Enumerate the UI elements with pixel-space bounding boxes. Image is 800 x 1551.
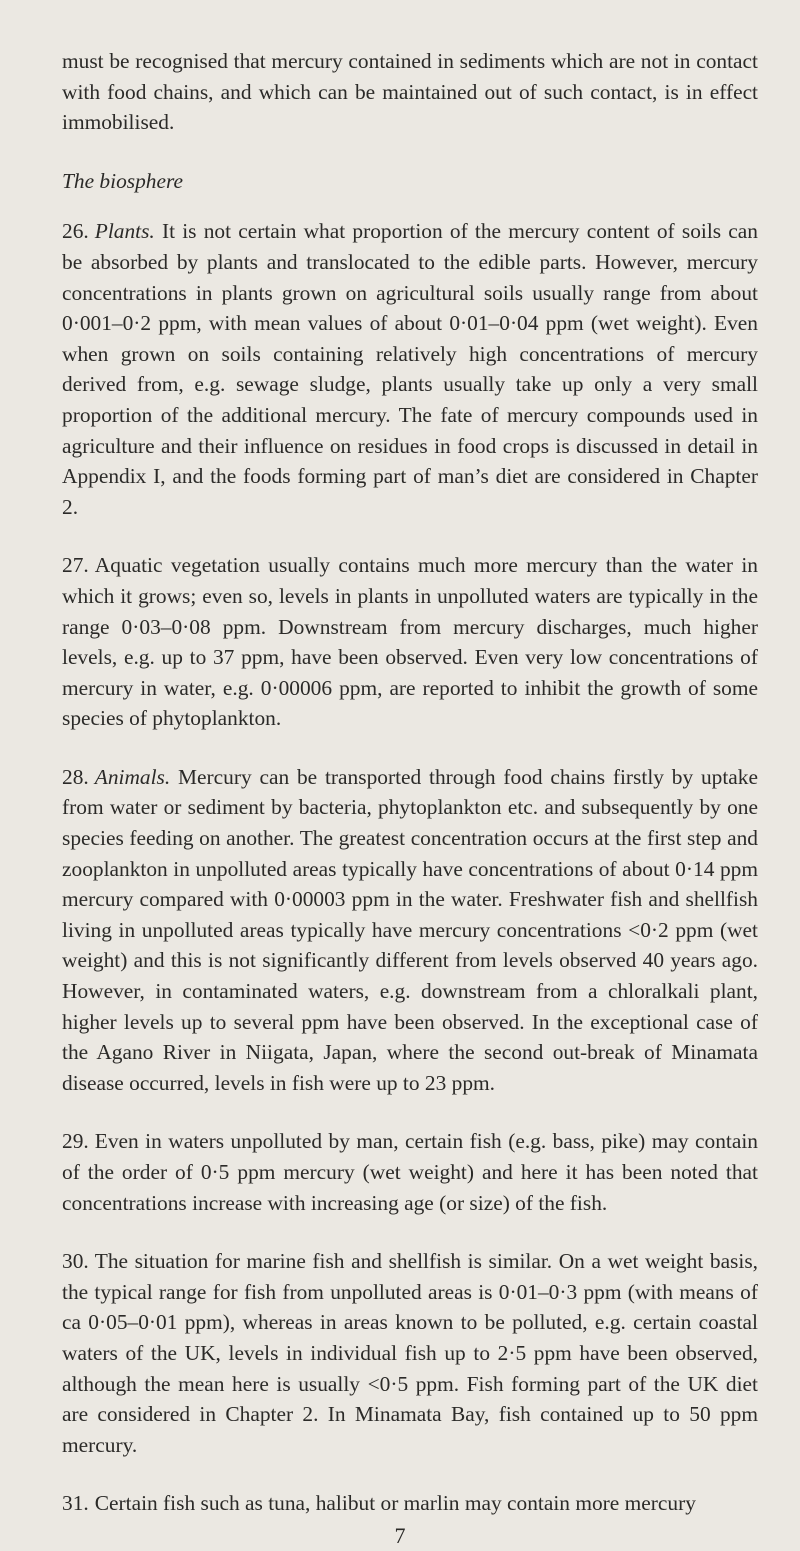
paragraph-number: 29. <box>62 1129 89 1154</box>
paragraph-text: Even in waters unpolluted by man, certain fish (e.g. bass, pike) may contain of the order of 0·5 ppm mercury (wet weight) and here it has been noted that concentrations increase with increasing age (or size) of the fish. <box>62 1129 758 1215</box>
paragraph-28 <box>62 762 758 1099</box>
paragraph-number: 31. <box>62 1491 89 1516</box>
paragraph-text: Certain fish such as tuna, halibut or marlin may contain more mercury <box>94 1491 696 1516</box>
paragraph-text: It is not certain what proportion of the mercury content of soils can be absorbed by plants and translocated to the edible parts. However, mercury concentrations in plants grown on agricultural soils usually range from about 0·001–0·2 ppm, with mean values of about 0·01–0·04 ppm (wet weight). Even when grown on soils containing relatively high concentrations of mercury derived from, e.g. sewage sludge, plants usually take up only a very small proportion of the additional mercury. The fate of mercury compounds used in agriculture and their influence on residues in food crops is discussed in detail in Appendix I, and the foods forming part of man’s diet are considered in Chapter 2. <box>62 219 758 519</box>
paragraph-number: 26. <box>62 219 89 244</box>
continuation-paragraph: must be recognised that mercury contained in sediments which are not in contact with food chains, and which can be maintained out of such contact, is in effect immobilised. <box>62 49 758 135</box>
paragraph-lead: Animals. <box>94 764 171 789</box>
paragraph-text: Mercury can be transported through food chains firstly by uptake from water or sediment by bacteria, phytoplankton etc. and subsequently by one species feeding on another. The greatest concentration occurs at the first step and zooplankton in unpolluted areas typically have concentrations of about 0·14 ppm mercury compared with 0·00003 ppm in the water. Freshwater fish and shellfish living in unpolluted areas typically have mercury concentrations <0·2 ppm (wet weight) and this is not significantly different from levels observed 40 years ago. However, in contaminated waters, e.g. downstream from a chloralkali plant, higher levels up to several ppm have been observed. In the exceptional case of the Agano River in Niigata, Japan, where the second out-break of Minamata disease occurred, levels in fish were up to 23 ppm. <box>62 764 758 1095</box>
page-number: 7 <box>394 1522 406 1548</box>
paragraph-text: The situation for marine fish and shellfish is similar. On a wet weight basis, the typical range for fish from unpolluted areas is 0·01–0·3 ppm (with means of ca 0·05–0·01 ppm), whereas in areas known to be polluted, e.g. certain coastal waters of the UK, levels in individual fish up to 2·5 ppm have been observed, although the mean here is usually <0·5 ppm. Fish forming part of the UK diet are considered in Chapter 2. In Minamata Bay, fish contained up to 50 ppm mercury. <box>62 1249 758 1457</box>
paragraph-number: 27. <box>62 553 89 578</box>
paragraph-31 <box>62 1488 758 1519</box>
paragraph-27 <box>62 550 758 734</box>
paragraph-lead: Plants. <box>94 219 155 244</box>
paragraph-text: Aquatic vegetation usually contains much more mercury than the water in which it grows; even so, levels in plants in unpolluted waters are typically in the range 0·03–0·08 ppm. Downstream from mercury discharges, much higher levels, e.g. up to 37 ppm, have been observed. Even very low concentrations of mercury in water, e.g. 0·00006 ppm, are reported to inhibit the growth of some species of phytoplankton. <box>62 553 758 731</box>
paragraph-number: 30. <box>62 1249 89 1274</box>
section-heading: The biosphere <box>62 168 184 193</box>
paragraph-29 <box>62 1126 758 1218</box>
paragraph-number: 28. <box>62 764 89 789</box>
paragraph-26 <box>62 216 758 522</box>
paragraph-30 <box>62 1246 758 1460</box>
